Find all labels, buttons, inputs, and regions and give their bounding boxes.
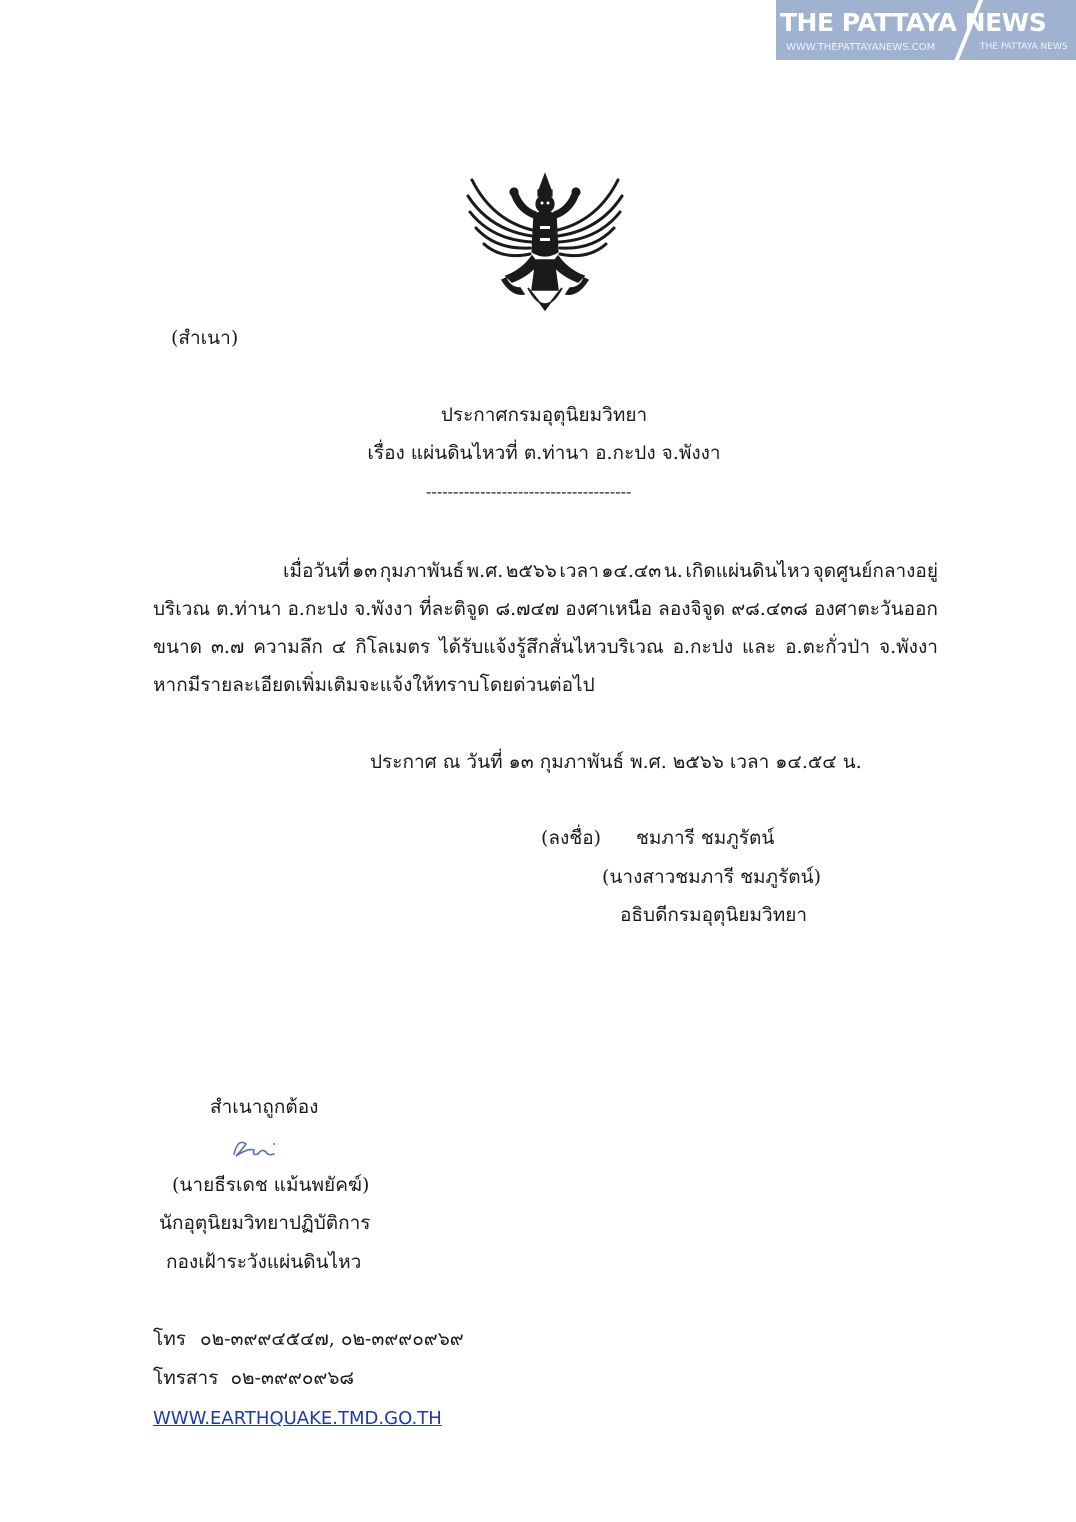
signed-label: (ลงชื่อ) <box>541 827 602 849</box>
body-line <box>153 552 938 590</box>
body-word: ๔ <box>331 636 347 658</box>
body-word: ๙๘.๔๓๘ <box>731 598 808 620</box>
body-word: ต.ท่านา <box>216 598 282 620</box>
body-word: ความลึก <box>253 636 323 658</box>
body-word: ลองจิจูด <box>658 598 726 620</box>
body-paragraph <box>153 552 938 704</box>
body-word: อ.ตะกั่วป่า <box>785 636 871 658</box>
body-line <box>153 628 938 666</box>
body-word: พ.ศ. <box>466 560 504 582</box>
document-title: ประกาศกรมอุตุนิยมวิทยา <box>440 404 648 426</box>
website-link[interactable]: WWW.EARTHQUAKE.TMD.GO.TH <box>153 1408 442 1429</box>
body-word: ได้รับแจ้งรู้สึกสั่นไหวบริเวณ <box>439 636 664 658</box>
garuda-emblem-icon <box>462 160 628 320</box>
fax-label: โทรสาร <box>153 1367 219 1389</box>
certifier-name: (นายธีรเดช แม้นพยัคฆ์) <box>172 1174 370 1196</box>
title-divider: -------------------------------------- <box>426 482 632 501</box>
watermark-site: WWW.THEPATTAYANEWS.COM <box>786 42 936 53</box>
body-word: บริเวณ <box>153 598 211 620</box>
body-word: ๘.๗๔๗ <box>495 598 560 620</box>
body-word: เกิดแผ่นดินไหว <box>685 560 811 582</box>
handwritten-signature-icon <box>228 1134 284 1164</box>
document-subject: เรื่อง แผ่นดินไหวที่ ต.ท่านา อ.กะปง จ.พังงา <box>367 442 721 464</box>
certified-copy-label: สำเนาถูกต้อง <box>210 1096 319 1118</box>
body-word: ๑๓ <box>352 560 378 582</box>
body-word: อ.กะปง <box>287 598 349 620</box>
body-word: จ.พังงา <box>354 598 414 620</box>
signatory-position: อธิบดีกรมอุตุนิยมวิทยา <box>620 904 808 926</box>
body-word: อ.กะปง <box>672 636 734 658</box>
body-word: จ.พังงา <box>878 636 938 658</box>
announcement-date: ประกาศ ณ วันที่ ๑๓ กุมภาพันธ์ พ.ศ. ๒๕๖๖ เวลา ๑๔.๕๔ น. <box>370 751 862 773</box>
body-word: ๑๔.๔๓ <box>601 560 662 582</box>
fax-number: ๐๒-๓๙๙๐๙๖๘ <box>230 1367 355 1389</box>
body-word: น. <box>663 560 683 582</box>
body-word: กุมภาพันธ์ <box>379 560 465 582</box>
body-word: องศาตะวันออก <box>813 598 938 620</box>
certifier-division: กองเฝ้าระวังแผ่นดินไหว <box>166 1251 362 1273</box>
body-word: ขนาด <box>153 636 202 658</box>
body-word: จุดศูนย์กลางอยู่ <box>812 560 938 582</box>
body-line <box>153 590 938 628</box>
body-word: เมื่อวันที่ <box>283 560 350 582</box>
telephone-numbers: ๐๒-๓๙๙๔๕๔๗, ๐๒-๓๙๙๐๙๖๙ <box>199 1328 464 1350</box>
signed-name: ชมภารี ชมภูรัตน์ <box>636 827 775 849</box>
body-word: ๓.๗ <box>210 636 245 658</box>
signatory-full-name: (นางสาวชมภารี ชมภูรัตน์) <box>602 866 822 888</box>
body-word: กิโลเมตร <box>355 636 431 658</box>
copy-mark: (สำเนา) <box>171 327 239 349</box>
watermark-brand: THE PATTAYA NEWS <box>780 8 1047 37</box>
telephone-line <box>153 1330 464 1349</box>
body-word: ที่ละติจูด <box>419 598 490 620</box>
body-word: องศาเหนือ <box>565 598 653 620</box>
body-line <box>153 666 938 704</box>
body-word: หากมีรายละเอียดเพิ่มเติมจะแจ้งให้ทราบโดยด่วนต่อไป <box>153 674 595 696</box>
watermark-tagline: THE PATTAYA NEWS <box>980 42 1068 52</box>
watermark-logo <box>776 0 1076 60</box>
body-word: และ <box>742 636 777 658</box>
certifier-position: นักอุตุนิยมวิทยาปฏิบัติการ <box>159 1212 371 1234</box>
body-word: ๒๕๖๖ <box>505 560 557 582</box>
body-word: เวลา <box>559 560 599 582</box>
telephone-label: โทร <box>153 1328 186 1350</box>
fax-line <box>153 1369 354 1388</box>
